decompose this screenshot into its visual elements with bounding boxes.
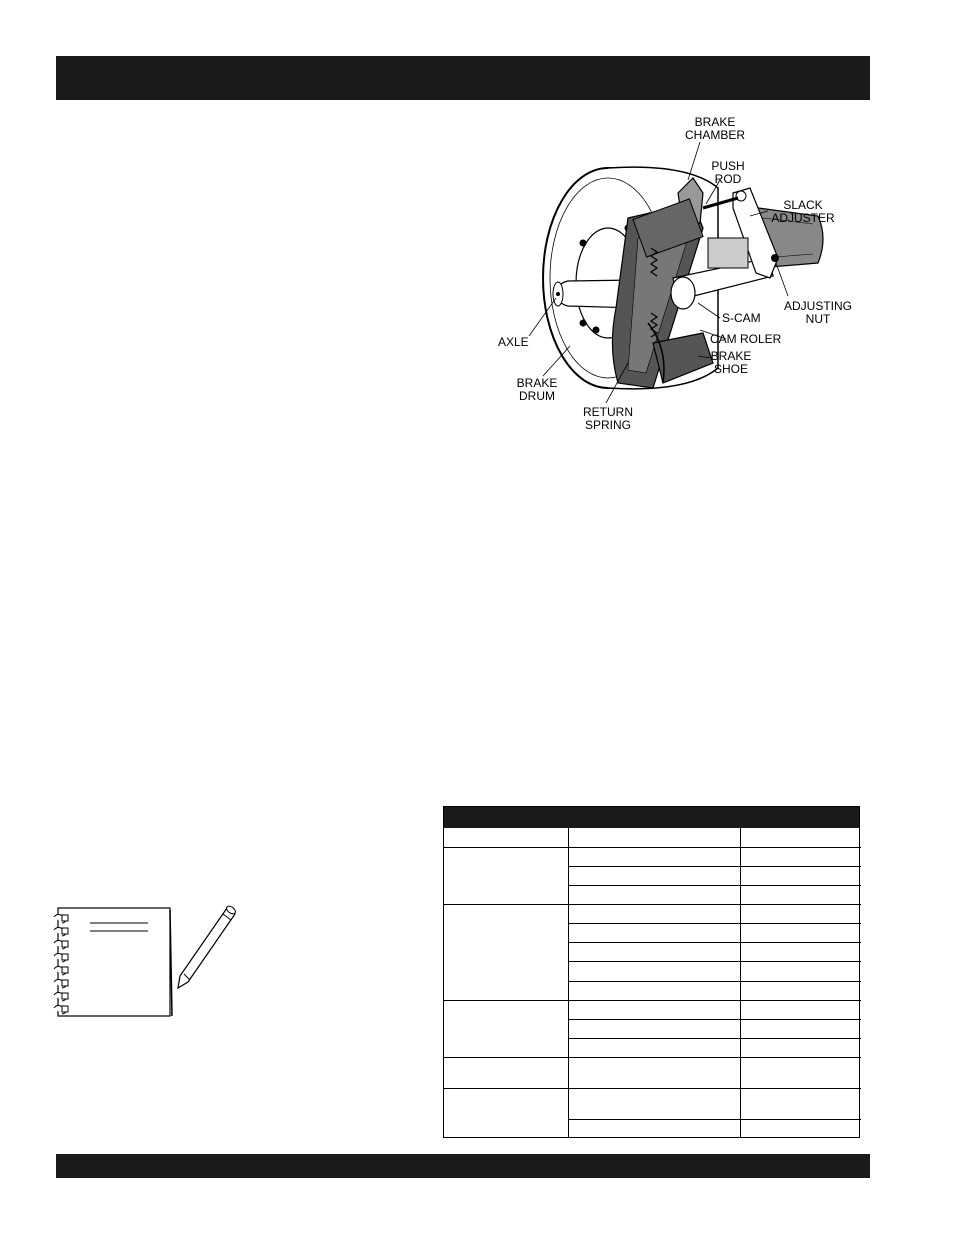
footer-bar <box>56 1154 870 1178</box>
table-row-divider <box>444 904 861 905</box>
table-subrow-divider <box>568 1038 861 1039</box>
brake-shoe-label: BRAKE SHOE <box>710 349 752 376</box>
s-cam-label: S-CAM <box>722 311 761 325</box>
table-row-divider <box>444 847 861 848</box>
table-header <box>444 807 859 828</box>
return-spring-label: RETURN SPRING <box>583 405 633 432</box>
brake-drum-label: BRAKE DRUM <box>516 376 558 403</box>
table-subrow-divider <box>568 885 861 886</box>
table-column-divider <box>740 828 741 1138</box>
slack-adjuster-label: SLACK ADJUSTER <box>771 198 835 225</box>
table-row-divider <box>444 1088 861 1089</box>
table-subrow-divider <box>568 942 861 943</box>
table-subrow-divider <box>568 1019 861 1020</box>
axle-label: AXLE <box>498 335 529 349</box>
table-subrow-divider <box>568 961 861 962</box>
pencil-icon <box>172 902 242 992</box>
header-bar <box>56 56 870 100</box>
notes-graphic <box>52 902 252 1022</box>
table-row-divider <box>444 1057 861 1058</box>
table-subrow-divider <box>568 981 861 982</box>
table-row-divider <box>444 1000 861 1001</box>
push-rod-label: PUSH ROD <box>711 159 745 186</box>
brake-assembly-diagram <box>488 108 868 438</box>
adjusting-nut-label: ADJUSTING NUT <box>783 299 852 326</box>
brake-chamber-label: BRAKE CHAMBER <box>685 115 746 142</box>
table-subrow-divider <box>568 1119 861 1120</box>
cam-roler-label: CAM ROLER <box>710 332 782 346</box>
table-column-divider <box>568 828 569 1138</box>
table-subrow-divider <box>568 923 861 924</box>
table-subrow-divider <box>568 866 861 867</box>
spec-table <box>443 806 860 1138</box>
